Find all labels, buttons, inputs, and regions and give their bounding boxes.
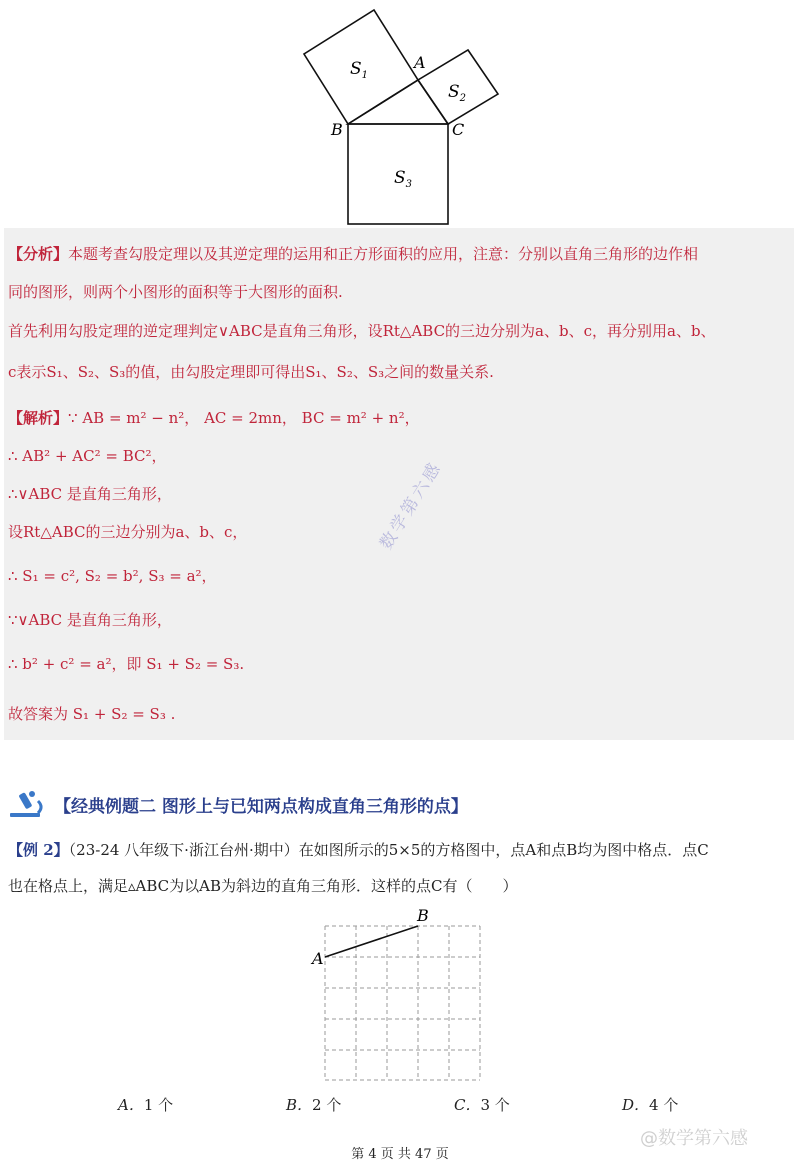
section-header [8, 789, 468, 819]
segment-ab [325, 926, 418, 957]
solution-line-3: ∴∨ABC 是直角三角形， [8, 485, 172, 503]
label-c: C [452, 120, 465, 139]
option-b[interactable]: B．2 个 [286, 1096, 342, 1114]
option-d[interactable]: D．4 个 [622, 1096, 679, 1114]
grid-figure [300, 906, 500, 1086]
microscope-icon [8, 789, 48, 819]
svg-text:S1: $S_1$ [350, 59, 369, 81]
solution-line-4: 设Rt△ABC的三边分别为a、b、c， [8, 523, 248, 541]
page-footer: 第 4 页 共 47 页 [351, 1147, 449, 1162]
question-line-1: 【例 2】（23-24 八年级下·浙江台州·期中）在如图所示的5×5的方格图中，点A和点B均为图中格点．点C [8, 841, 709, 859]
grid-label-b: B [417, 906, 429, 925]
answer-options [0, 1094, 800, 1116]
analysis-line-3: 首先利用勾股定理的逆定理判定∨ABC是直角三角形，设Rt△ABC的三边分别为a、b、c，再分别用a、b、 [8, 322, 716, 340]
question-line-2: 也在格点上，满足▵ABC为以AB为斜边的直角三角形．这样的点C有（ ） [8, 877, 518, 895]
option-a[interactable]: A．1 个 [118, 1096, 174, 1114]
analysis-line-1: 【分析】本题考查勾股定理以及其逆定理的运用和正方形面积的应用，注意：分别以直角三角形的边作相 [8, 245, 699, 263]
analysis-line-2: 同的图形，则两个小图形的面积等于大图形的面积. [8, 283, 343, 301]
solution-line-5: ∴ S₁ = c², S₂ = b², S₃ = a²， [8, 567, 217, 585]
label-a: A [414, 53, 426, 72]
brand-watermark: @数学第六感 [640, 1128, 748, 1149]
solution-line-2: ∴ AB² + AC² = BC²， [8, 447, 167, 465]
solution-line-7: ∴ b² + c² = a²，即 S₁ + S₂ = S₃. [8, 655, 245, 673]
svg-text:S3: $S_3$ [394, 168, 413, 190]
option-c[interactable]: C．3 个 [454, 1096, 510, 1114]
solution-line-6: ∵∨ABC 是直角三角形， [8, 611, 172, 629]
svg-text:S2: $S_2$ [448, 82, 467, 104]
diagonal-watermark: 数学第六感 [376, 457, 447, 554]
pythagoras-squares-figure [0, 0, 800, 228]
analysis-line-4: c表示S₁、S₂、S₃的值，由勾股定理即可得出S₁、S₂、S₃之间的数量关系. [8, 363, 494, 381]
solution-line-1: 【解析】∵ AB = m² − n²， AC = 2mn， BC = m² + n²， [8, 409, 420, 427]
section-title: 【经典例题二 图形上与已知两点构成直角三角形的点】 [54, 796, 468, 817]
label-b: B [331, 120, 343, 139]
grid-label-a: A [312, 949, 324, 968]
solution-line-8: 故答案为 S₁ + S₂ = S₃ . [8, 705, 176, 723]
